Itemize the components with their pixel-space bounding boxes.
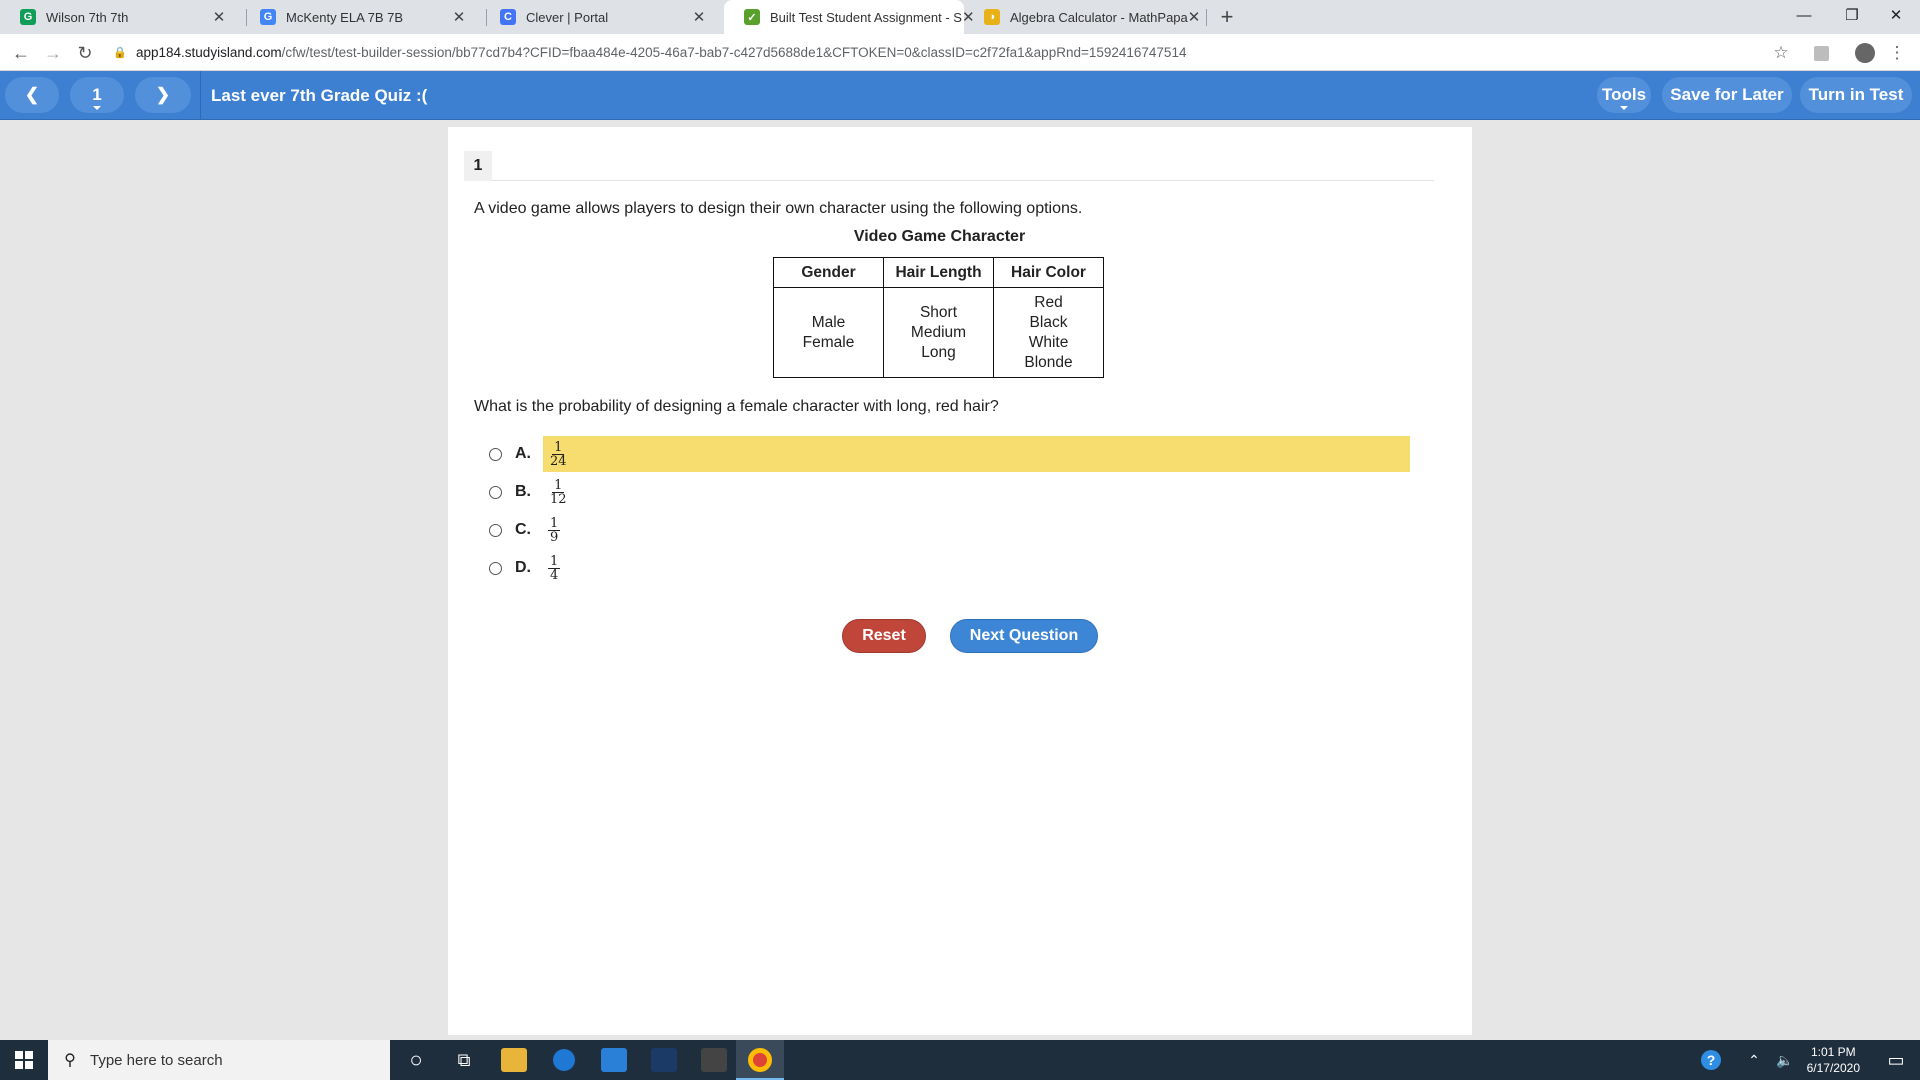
browser-menu-icon[interactable]: ⋮ (1888, 43, 1906, 62)
table-cell-value: Red (1034, 293, 1063, 311)
quiz-title: Last ever 7th Grade Quiz :( (211, 85, 428, 105)
table-cell-value: White (1028, 333, 1069, 351)
url-host: app184.studyisland.com (136, 44, 282, 60)
volume-icon[interactable]: 🔈 (1776, 1051, 1794, 1068)
window-close-icon[interactable]: ✕ (1889, 7, 1903, 24)
reload-icon[interactable]: ↻ (77, 42, 93, 63)
fraction (548, 479, 569, 506)
table-caption: Video Game Character (853, 228, 1026, 245)
choice-letter: B. (515, 483, 531, 500)
table-cell-value: Short (919, 303, 958, 321)
table-header: Hair Length (884, 258, 994, 288)
answer-choice-b[interactable] (488, 474, 1408, 510)
url-path: /cfw/test/test-builder-session/bb77cd7b4?CFID=fbaa484e-4205-46a7-bab7-c427d5688de1&CFTOKEN=0&classID=c2f72fa1&appRnd=1592416747514 (281, 44, 1187, 60)
back-arrow-icon[interactable]: ← (12, 42, 30, 63)
shopping-bag-icon (701, 1048, 727, 1072)
mathpapa-icon: ◑ (984, 9, 1000, 25)
tray-overflow-icon[interactable]: ⌃ (1748, 1051, 1760, 1068)
browser-tab-mathpapa[interactable] (961, 0, 1204, 34)
choice-answer[interactable] (543, 550, 560, 586)
choice-answer[interactable] (543, 474, 569, 510)
close-icon[interactable]: ✕ (212, 9, 226, 26)
fraction-numerator: 1 (550, 515, 559, 531)
fraction-denominator: 12 (550, 491, 567, 507)
edge-browser-icon[interactable] (540, 1040, 588, 1080)
clever-icon: C (500, 9, 516, 25)
minimize-icon[interactable]: — (1796, 6, 1812, 24)
question-intro: A video game allows players to design their own character using the following options. (474, 200, 1083, 217)
chrome-icon (748, 1048, 772, 1072)
fraction-numerator: 1 (554, 477, 563, 493)
chrome-taskbar-icon[interactable] (736, 1040, 784, 1080)
search-placeholder: Type here to search (90, 1051, 223, 1069)
table-cell-value: Long (921, 343, 956, 361)
table-cell-value: Male (811, 313, 846, 331)
extension-icon[interactable] (1810, 42, 1832, 64)
task-view-icon[interactable]: ⧉ (457, 1049, 471, 1070)
help-badge: ? (1701, 1050, 1721, 1070)
taskbar-search-input[interactable] (48, 1040, 390, 1080)
choice-answer[interactable] (543, 512, 560, 548)
fraction-numerator: 1 (554, 439, 563, 455)
classroom-icon: G (260, 9, 276, 25)
browser-tab-strip (0, 0, 1920, 34)
search-icon: ⚲ (64, 1052, 76, 1069)
browser-tab-mckenty[interactable] (240, 0, 480, 34)
answer-choice-d[interactable] (488, 550, 1408, 586)
choice-letter: D. (515, 559, 531, 576)
fraction (548, 441, 569, 468)
lock-icon[interactable]: 🔒 (113, 46, 127, 59)
fraction-denominator: 24 (550, 453, 567, 469)
fraction-numerator: 1 (550, 553, 559, 569)
table-cell-value: Blonde (1024, 353, 1073, 371)
clock-time: 1:01 PM (1810, 1045, 1856, 1059)
clock[interactable] (1807, 1044, 1860, 1076)
close-icon[interactable]: ✕ (452, 9, 466, 26)
envelope-icon (601, 1048, 627, 1072)
radio-button[interactable] (489, 562, 502, 575)
gender-cell (774, 288, 884, 378)
table-cell-value: Medium (910, 323, 967, 341)
start-button[interactable] (0, 1040, 48, 1080)
question-panel (448, 127, 1472, 1035)
options-table (773, 257, 1104, 378)
answer-choice-a[interactable] (488, 436, 1408, 472)
restore-icon[interactable]: ❐ (1845, 7, 1859, 24)
caret-down-icon (93, 106, 101, 110)
fraction (548, 517, 560, 544)
radio-button[interactable] (489, 448, 502, 461)
notifications-icon[interactable]: ▭ (1887, 1049, 1905, 1070)
avatar (1855, 43, 1875, 63)
tools-button[interactable] (1597, 77, 1651, 113)
mail-icon[interactable] (590, 1040, 638, 1080)
tab-title: Wilson 7th 7th (46, 9, 129, 25)
choice-letter: C. (515, 521, 531, 538)
tab-title: McKenty ELA 7B 7B (286, 9, 404, 25)
address-bar[interactable] (112, 38, 1782, 66)
fraction (548, 555, 560, 582)
bookmark-star-icon[interactable]: ☆ (1773, 43, 1789, 62)
question-prompt: What is the probability of designing a female character with long, red hair? (474, 398, 999, 415)
extension-tile (1814, 46, 1829, 61)
caret-down-icon (1620, 106, 1628, 110)
header-divider (200, 71, 201, 120)
terminal-icon (651, 1048, 677, 1072)
classroom-icon: G (20, 9, 36, 25)
reset-button[interactable]: Reset (842, 619, 926, 653)
question-number: 1 (464, 151, 492, 181)
browser-toolbar (0, 34, 1920, 71)
tab-title: Algebra Calculator - MathPapa (1010, 9, 1188, 25)
table-cell-value: Black (1029, 313, 1068, 331)
table-cell-value: Female (802, 333, 855, 351)
next-question-button[interactable]: Next Question (950, 619, 1098, 653)
close-icon[interactable]: ✕ (961, 9, 975, 26)
radio-button[interactable] (489, 524, 502, 537)
store-icon[interactable] (690, 1040, 738, 1080)
cortana-icon[interactable]: ○ (409, 1047, 423, 1072)
new-tab-button[interactable]: + (1220, 4, 1234, 29)
close-icon[interactable]: ✕ (692, 9, 706, 26)
edge-icon (553, 1049, 575, 1071)
tools-label: Tools (1601, 85, 1647, 104)
question-number-row (464, 151, 1434, 181)
tab-title: Clever | Portal (526, 9, 609, 25)
folder-icon (501, 1048, 527, 1072)
table-header: Gender (774, 258, 884, 288)
save-for-later-button[interactable]: Save for Later (1662, 77, 1792, 113)
tab-separator (1206, 9, 1207, 26)
close-icon[interactable]: ✕ (1187, 9, 1201, 26)
windows-taskbar (0, 1040, 1920, 1080)
choice-letter: A. (515, 445, 531, 462)
browser-tab-wilson[interactable] (0, 0, 240, 34)
turn-in-test-button[interactable]: Turn in Test (1800, 77, 1912, 113)
windows-logo-icon (15, 1051, 33, 1069)
question-selector-button[interactable] (70, 77, 124, 113)
choice-answer[interactable] (543, 436, 1410, 472)
table-header: Hair Color (994, 258, 1104, 288)
next-question-arrow-button[interactable]: ❯ (135, 77, 191, 113)
hair-color-cell (994, 288, 1104, 378)
tab-title: Built Test Student Assignment - S (770, 9, 962, 25)
help-icon[interactable] (1696, 1040, 1726, 1080)
forward-arrow-icon[interactable]: → (44, 42, 62, 63)
previous-question-button[interactable]: ❮ (5, 77, 59, 113)
browser-tab-clever[interactable] (480, 0, 720, 34)
file-explorer-icon[interactable] (490, 1040, 538, 1080)
powershell-icon[interactable] (640, 1040, 688, 1080)
table-row (774, 288, 1104, 378)
radio-button[interactable] (489, 486, 502, 499)
hair-length-cell (884, 288, 994, 378)
clock-date: 6/17/2020 (1806, 1061, 1860, 1075)
answer-choice-c[interactable] (488, 512, 1408, 548)
app-header (0, 71, 1920, 120)
browser-tab-studyisland[interactable] (724, 0, 975, 34)
fraction-denominator: 4 (550, 567, 559, 583)
fraction-denominator: 9 (550, 529, 559, 545)
question-selector-label: 1 (92, 85, 102, 104)
studyisland-icon: ✓ (744, 9, 760, 25)
profile-avatar-icon[interactable] (1854, 42, 1876, 64)
table-header-row (774, 258, 1104, 288)
